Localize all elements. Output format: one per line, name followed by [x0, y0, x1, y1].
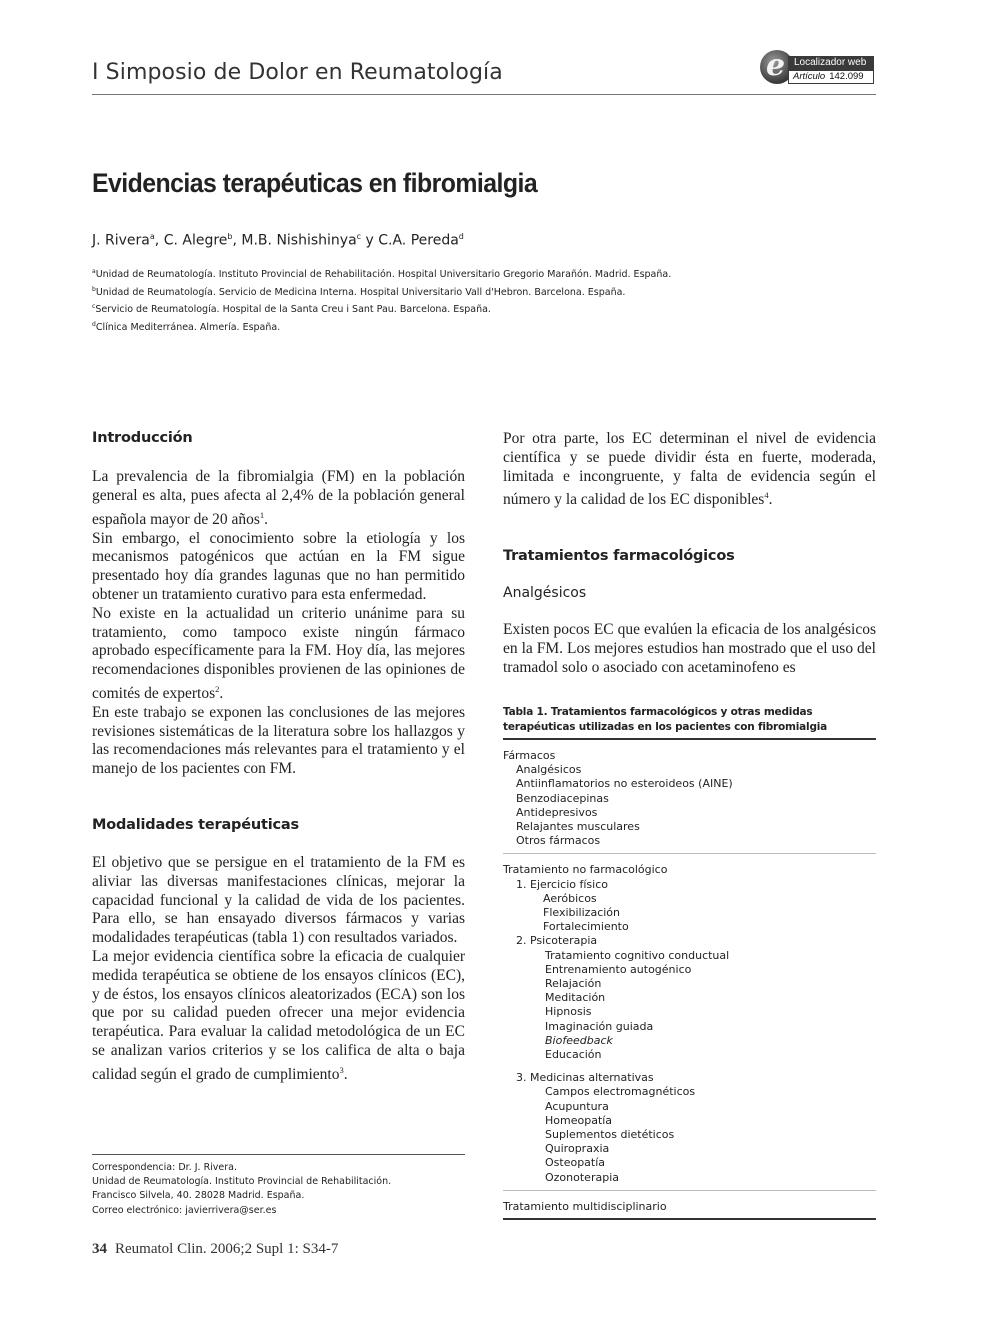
table-item: Tratamiento cognitivo conductual: [545, 948, 730, 962]
affil-text: Clínica Mediterránea. Almería. España.: [95, 322, 281, 334]
table-item: Otros fármacos: [516, 834, 601, 848]
author-name: C. Alegre: [163, 232, 228, 249]
article-title: Evidencias terapéuticas en fibromialgia: [92, 168, 538, 198]
table-item: Antidepresivos: [516, 805, 598, 819]
page-number: 34: [92, 1241, 107, 1257]
table-item: Relajación: [545, 977, 602, 991]
web-locator-badge[interactable]: [760, 50, 876, 86]
table-item: Antiinflamatorios no esteroideos (AINE): [516, 777, 733, 791]
table-subgroup-title: 3. Medicinas alternativas: [516, 1071, 654, 1085]
running-title: I Simposio de Dolor en Reumatología: [92, 60, 503, 85]
paragraph: [92, 468, 465, 530]
authors-line: [92, 232, 464, 249]
paragraph-text: La prevalencia de la fibromialgia (FM) en la población general es alta, pues afecta al 2,4% de la población general española mayor de 20 años: [92, 468, 465, 528]
paragraph-end: .: [768, 491, 773, 509]
section-heading-modalities: Modalidades terapéuticas: [92, 817, 299, 834]
author-sup: a: [149, 232, 155, 241]
affiliations: [92, 265, 671, 336]
affiliation: [92, 265, 671, 283]
badge-article-label: Artículo: [793, 71, 826, 82]
table-group-title: Tratamiento multidisciplinario: [503, 1199, 667, 1213]
author-sep: y: [361, 232, 379, 249]
correspondence-footnote: [92, 1161, 391, 1218]
author-sup: b: [227, 232, 233, 241]
paragraph: [92, 605, 465, 704]
table-item: Osteopatía: [545, 1156, 606, 1170]
paragraph-end: .: [264, 510, 268, 528]
table-item: Hipnosis: [545, 1005, 592, 1019]
table-item: Imaginación guiada: [545, 1019, 654, 1033]
table-item: Meditación: [545, 991, 606, 1005]
right-column: [503, 430, 876, 678]
paragraph: [503, 430, 876, 510]
table-item: Ozonoterapia: [545, 1170, 619, 1184]
table-1: [503, 705, 876, 1220]
section-heading-pharma: Tratamientos farmacológicos: [503, 548, 735, 565]
affiliation: [92, 300, 671, 318]
table-caption-line: terapéuticas utilizadas en los pacientes con fibromialgia: [503, 720, 828, 733]
badge-article: [788, 70, 874, 84]
author-name: M.B. Nishishinya: [241, 232, 357, 249]
reference-mark: 2: [215, 683, 220, 694]
affiliation: [92, 318, 671, 336]
author-name: C.A. Pereda: [378, 232, 459, 249]
author-name: J. Rivera: [92, 232, 150, 249]
table-group-drugs: [503, 740, 876, 854]
table-group-title: Fármacos: [503, 749, 556, 762]
table-item: Flexibilización: [543, 906, 620, 920]
paragraph-end: .: [343, 1065, 348, 1083]
e-logo-letter: e: [766, 48, 786, 83]
badge-label: Localizador web: [788, 56, 874, 70]
table-subgroup-title: 1. Ejercicio físico: [516, 877, 608, 891]
section-heading-intro: Introducción: [92, 430, 193, 446]
affil-sup: d: [92, 320, 96, 328]
affil-sup: c: [92, 303, 96, 311]
header-divider: [92, 94, 876, 95]
table-item: Campos electromagnéticos: [545, 1085, 696, 1099]
affil-text: Servicio de Reumatología. Hospital de la Santa Creu i Sant Pau. Barcelona. España.: [95, 304, 491, 316]
footnote-email[interactable]: Correo electrónico: javierrivera@ser.es: [92, 1204, 277, 1216]
footnote-line: Unidad de Reumatología. Instituto Provincial de Rehabilitación.: [92, 1176, 392, 1188]
subsection-heading-analgesics: Analgésicos: [503, 585, 587, 602]
table-item: Homeopatía: [545, 1113, 613, 1127]
author-sep: ,: [232, 232, 242, 249]
reference-mark: 1: [259, 509, 265, 520]
paragraph: [92, 948, 465, 1085]
table-subgroup-title: 2. Psicoterapia: [516, 934, 598, 948]
table-caption: [503, 705, 876, 734]
table-item: Benzodiacepinas: [516, 791, 609, 805]
footnote-divider: [92, 1154, 465, 1155]
table-group-non-drug: [503, 854, 876, 1190]
reference-mark: 3: [339, 1064, 344, 1075]
author-sep: ,: [154, 232, 164, 249]
left-column: [92, 430, 465, 1085]
table-caption-line: Tabla 1. Tratamientos farmacológicos y otras medidas: [503, 706, 813, 718]
paragraph-end: .: [219, 685, 224, 703]
table-item: Acupuntura: [545, 1099, 609, 1113]
author-sup: d: [458, 232, 464, 241]
paragraph: Sin embargo, el conocimiento sobre la etiología y los mecanismos patogénicos que actúan en la FM sigue presentado hoy día grandes lagunas que no han permitido obtener un tratamiento curativo para esta enfermedad.: [92, 529, 465, 603]
table-item: Suplementos dietéticos: [545, 1128, 675, 1142]
footnote-line: Francisco Silvela, 40. 28028 Madrid. España.: [92, 1190, 305, 1202]
paragraph: El objetivo que se persigue en el tratamiento de la FM es aliviar las diversas manifestaciones clínicas, mejorar la capacidad funcional y la calidad de vida de los pacientes. Para ello, se han ensayado diversos fármacos y varias modalidades terapéuticas (tabla 1) con resultados variados.: [92, 854, 465, 947]
journal-citation: Reumatol Clin. 2006;2 Supl 1: S34-7: [115, 1241, 339, 1257]
table-item: Biofeedback: [545, 1033, 613, 1047]
reference-mark: 4: [764, 490, 769, 501]
author-sup: c: [356, 232, 362, 241]
affil-sup: a: [92, 268, 96, 275]
affil-text: Unidad de Reumatología. Instituto Provincial de Rehabilitación. Hospital Universitario Gregorio Marañón. Madrid. España.: [95, 269, 672, 281]
paragraph: Existen pocos EC que evalúen la eficacia de los analgésicos en la FM. Los mejores estudios han mostrado que el uso del tramadol solo o asociado con acetaminofeno es: [503, 621, 876, 676]
affiliation: [92, 283, 671, 301]
table-item: Relajantes musculares: [516, 820, 640, 834]
paragraph-text: La mejor evidencia científica sobre la eficacia de cualquier medida terapéutica se obtiene de los ensayos clínicos (EC), y de éstos, los ensayos clínicos aleatorizados (ECA) son los que por su calidad pueden ofrecer una mejor evidencia terapéutica. Para evaluar la calidad metodológica de un EC se analizan varios criterios y se los califica de alta o baja calidad según el grado de cumplimiento: [92, 948, 465, 1083]
table-group-multidisciplinary: [503, 1191, 876, 1220]
table-item: Quiropraxia: [545, 1142, 610, 1156]
table-group-title: Tratamiento no farmacológico: [503, 863, 668, 877]
table-item: Analgésicos: [516, 763, 582, 777]
table-item: Fortalecimiento: [543, 920, 629, 934]
footnote-line: Correspondencia: Dr. J. Rivera.: [92, 1162, 238, 1173]
page-footer: [92, 1241, 338, 1258]
paragraph-text: No existe en la actualidad un criterio unánime para su tratamiento, como tampoco existe ningún fármaco aprobado específicamente para la FM. Hoy día, las mejores recomendaciones disponibles provienen de las opiniones de comités de expertos: [92, 604, 465, 703]
paragraph: En este trabajo se exponen las conclusiones de las mejores revisiones sistemáticas de la literatura sobre los hallazgos y las recomendaciones más relevantes para el tratamiento y el manejo de los pacientes con FM.: [92, 703, 465, 778]
badge-article-number: 142.099: [829, 71, 864, 82]
affil-sup: b: [92, 285, 96, 293]
table-item: Aeróbicos: [543, 891, 597, 905]
affil-text: Unidad de Reumatología. Servicio de Medicina Interna. Hospital Universitario Vall d'Hebron. Barcelona. España.: [95, 286, 626, 298]
paragraph-text: Por otra parte, los EC determinan el nivel de evidencia científica y se puede dividir ésta en fuerte, moderada, limitada e incongruente, y falta de evidencia según el número y la calidad de los EC disponibles: [503, 430, 876, 509]
table-item: Entrenamiento autogénico: [545, 962, 692, 976]
table-item: Educación: [545, 1048, 602, 1062]
